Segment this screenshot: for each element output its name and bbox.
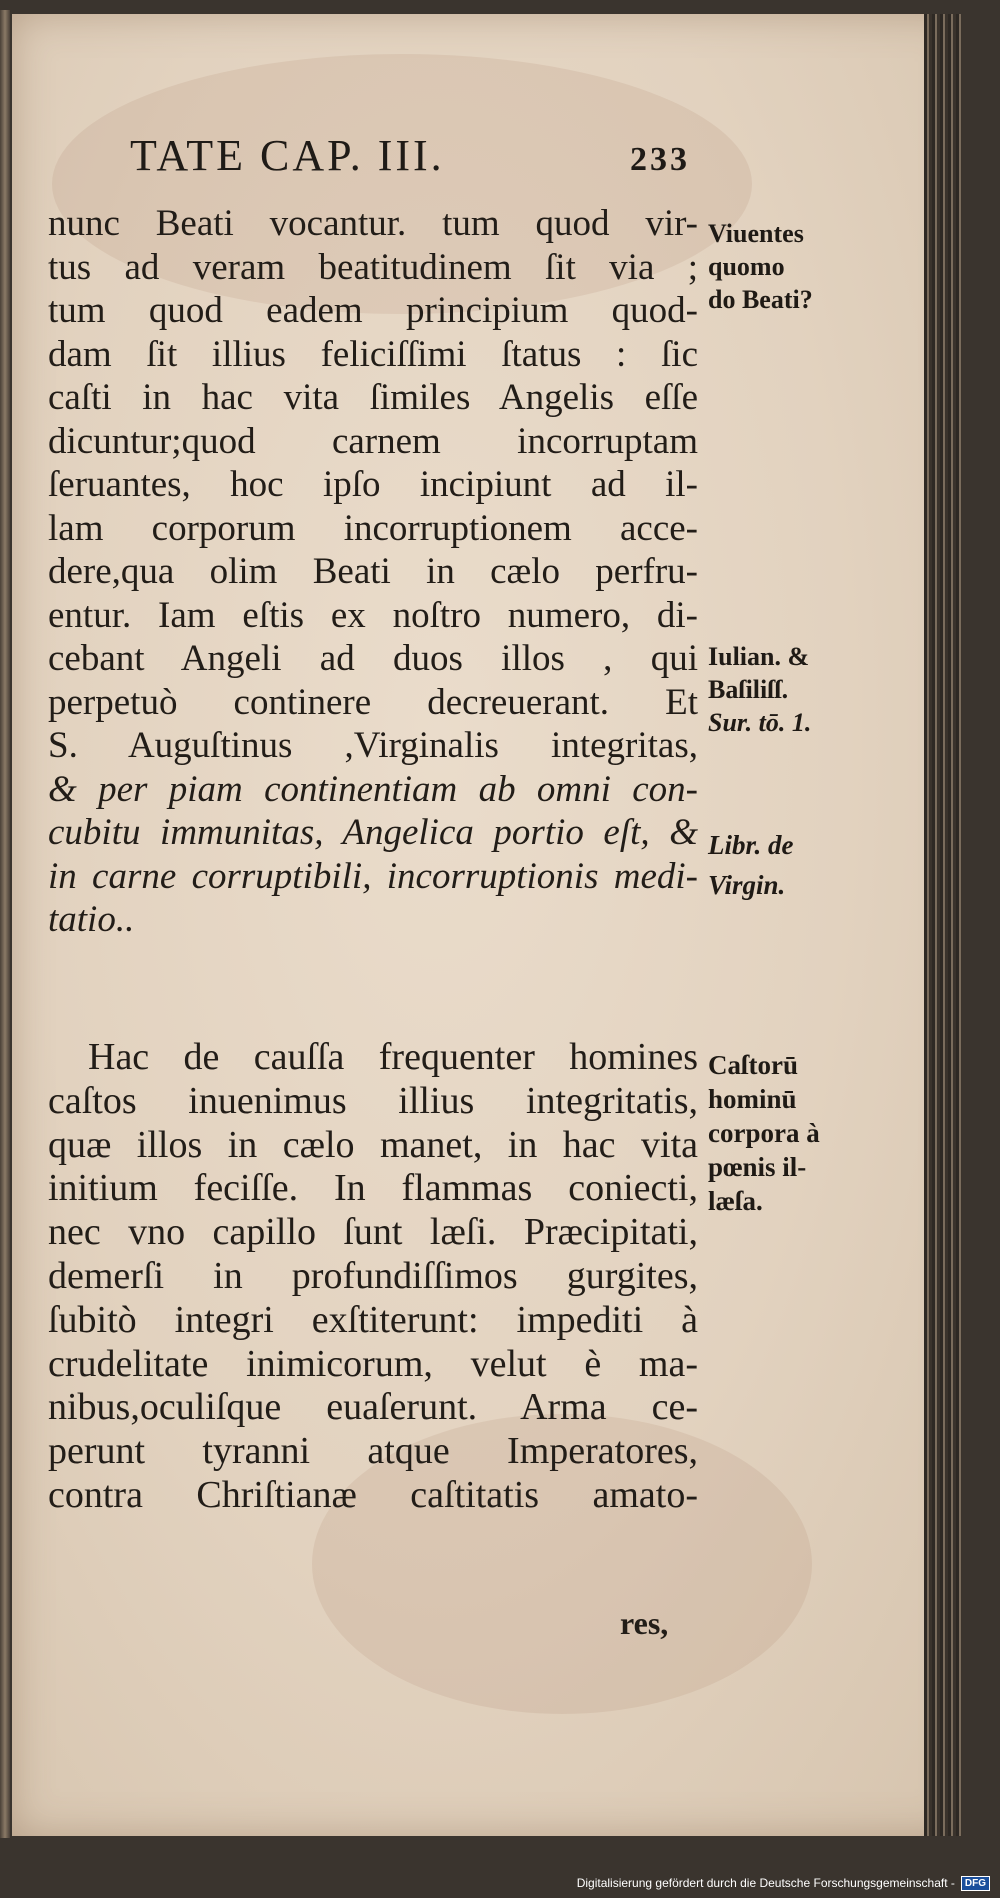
text-line: tatio.. (48, 899, 135, 940)
text-line: crudelitate inimicorum, velut è ma- (48, 1342, 698, 1385)
paragraph-2 (48, 1036, 698, 1518)
text-line: cubitu immunitas, Angelica portio eſt, & (48, 812, 698, 853)
paragraph-1 (48, 202, 698, 942)
text-line: quæ illos in cælo manet, in hac vita (48, 1123, 698, 1166)
text-line: caſtos inuenimus illius integritatis, (48, 1079, 698, 1122)
text-line: cebant Angeli ad duos illos , qui (48, 638, 698, 679)
margin-note-line: Iulian. & (708, 642, 810, 671)
text-line: contra Chriſtianæ caſtitatis amato- (48, 1473, 698, 1516)
page-number: 233 (630, 141, 690, 178)
margin-note-line: hominū (708, 1084, 797, 1114)
margin-note-line: Virgin. (708, 870, 786, 900)
dfg-logo-icon: DFG (961, 1876, 990, 1891)
text-line: entur. Iam eſtis ex noſtro numero, di- (48, 594, 698, 636)
text-line: initium feciſſe. In flammas coniecti, (48, 1167, 698, 1210)
text-line: lam corporum incorruptionem acce- (48, 507, 698, 549)
margin-note-line: Viuentes (708, 219, 804, 248)
text-line: tus ad veram beatitudinem ſit via ; (48, 246, 698, 288)
margin-note-line: pœnis il- (708, 1152, 807, 1182)
text-line: dicuntur;quod carnem incorruptam (48, 420, 698, 462)
text-line: demerſi in profundiſſimos gurgites, (48, 1254, 698, 1297)
text-line: caſti in hac vita ſimiles Angelis eſſe (48, 377, 698, 418)
margin-note-line: corpora à (708, 1118, 820, 1148)
catchword: res, (620, 1605, 669, 1641)
margin-note-4 (708, 1048, 898, 1218)
fore-edge (924, 14, 962, 1836)
text-line: dere,qua olim Beati in cælo perfru- (48, 551, 698, 592)
left-leaf-edge (0, 10, 10, 1838)
margin-note-3 (708, 825, 898, 905)
margin-note-line: Caſtorū (708, 1050, 798, 1080)
text-line: tum quod eadem principium quod- (48, 290, 698, 331)
text-line: Hac de cauſſa frequenter homines (88, 1036, 698, 1078)
margin-note-line: Libr. de (708, 830, 794, 860)
margin-note-2 (708, 640, 898, 739)
text-line: nibus,oculiſque euaſerunt. Arma ce- (48, 1386, 698, 1429)
text-line: nec vno capillo ſunt læſi. Præcipitati, (48, 1211, 698, 1254)
margin-note-line: quomo (708, 252, 785, 281)
digitization-footer (577, 1872, 990, 1894)
text-line: & per piam continentiam ab omni con- (48, 768, 698, 810)
text-line: nunc Beati vocantur. tum quod vir- (48, 203, 698, 244)
running-head-title: TATE CAP. III. (130, 131, 445, 180)
margin-note-1 (708, 217, 898, 316)
margin-note-line: Sur. tō. 1. (708, 708, 812, 737)
margin-note-line: do Beati? (708, 285, 813, 314)
text-line: dam ſit illius feliciſſimi ſtatus : ſic (48, 333, 698, 375)
text-line: ſeruantes, hoc ipſo incipiunt ad il- (48, 464, 698, 505)
running-head (130, 130, 690, 181)
text-line: in carne corruptibili, incorruptionis medi- (48, 855, 698, 897)
text-line: perunt tyranni atque Imperatores, (48, 1430, 698, 1473)
footer-credit: Digitalisierung gefördert durch die Deutsche Forschungsgemeinschaft - (576, 1876, 955, 1890)
margin-note-line: læſa. (708, 1186, 763, 1216)
margin-note-line: Baſiliſſ. (708, 675, 789, 704)
text-line: ſubitò integri exſtiterunt: impediti à (48, 1298, 698, 1341)
text-line: S. Auguſtinus ,Virginalis integritas, (48, 725, 698, 766)
text-line: perpetuò continere decreuerant. Et (48, 681, 698, 723)
